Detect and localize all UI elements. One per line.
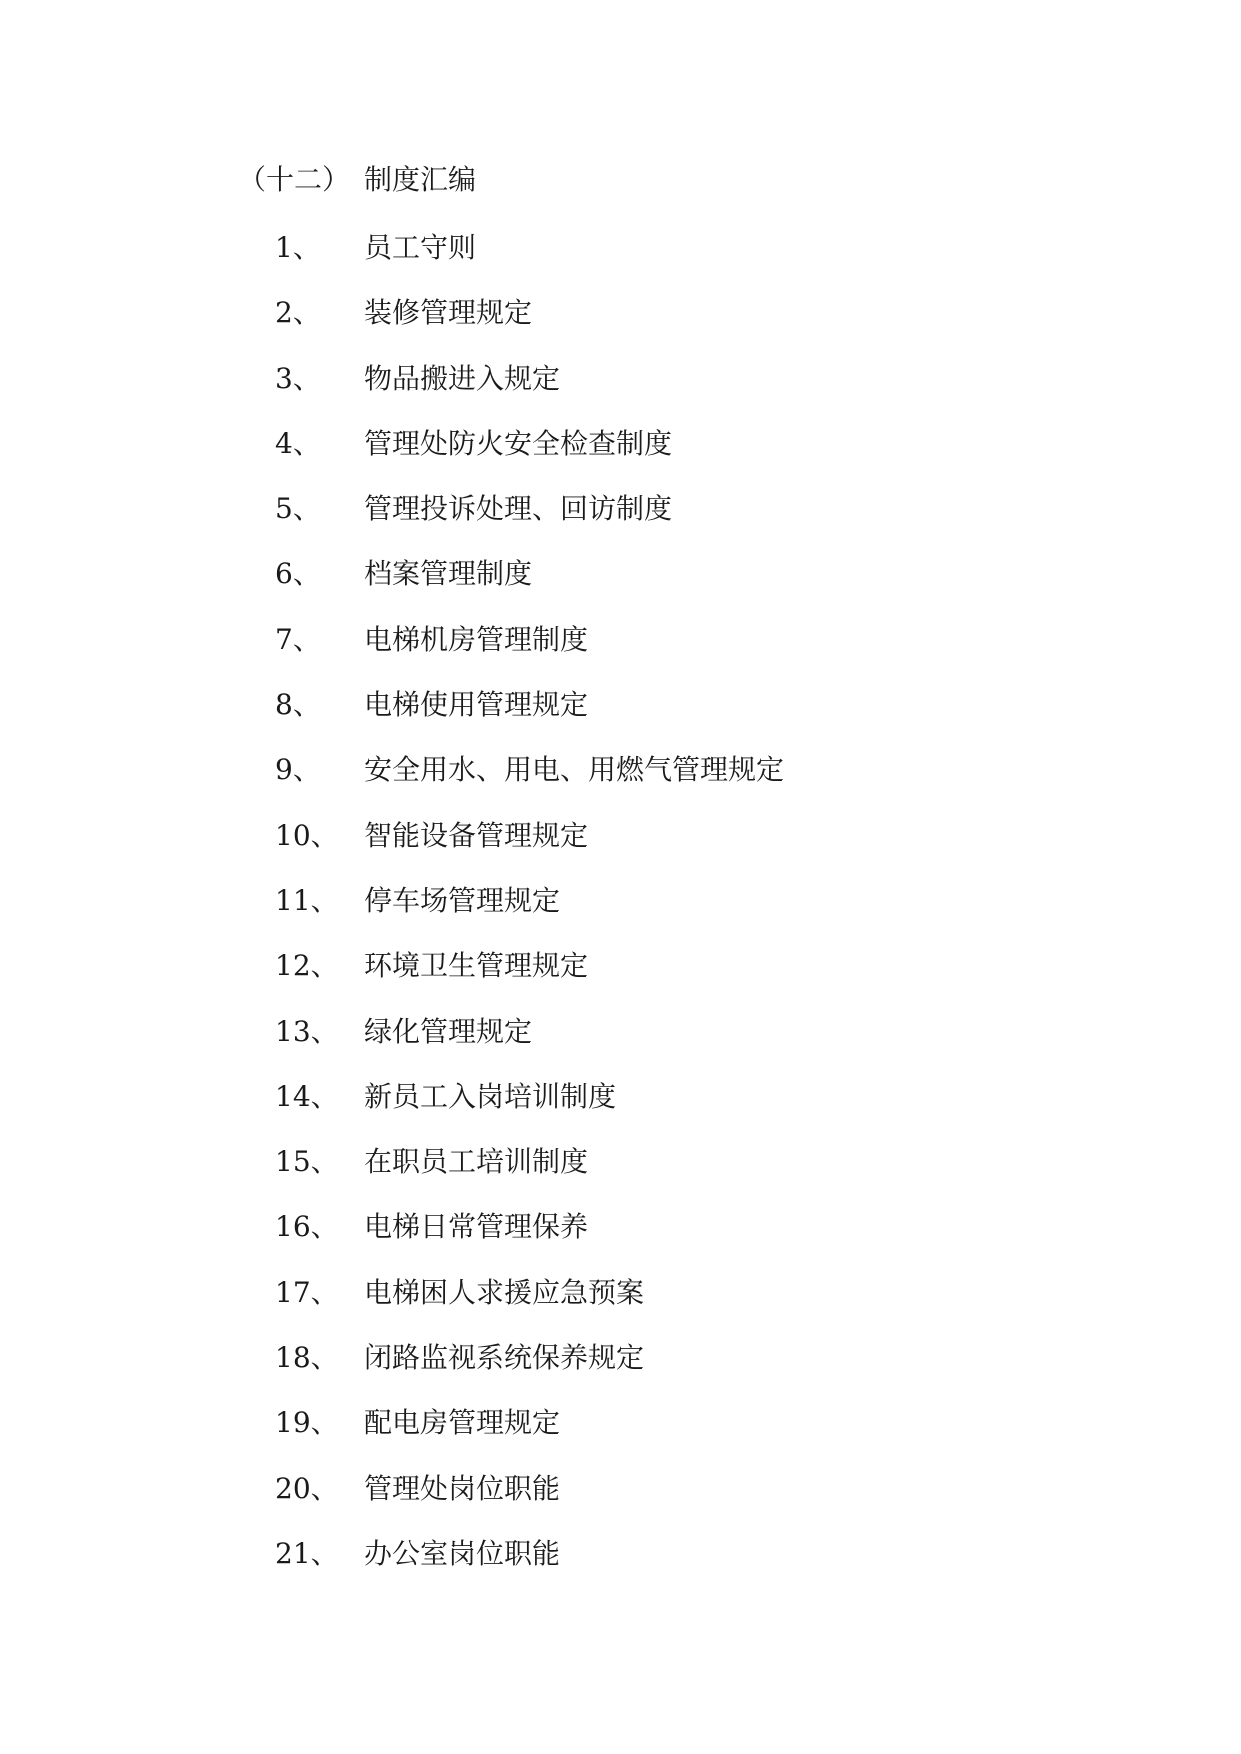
list-item	[275, 1338, 784, 1403]
item-text: 电梯使用管理规定	[364, 688, 589, 722]
item-number: 1、	[275, 231, 321, 264]
list-item	[275, 228, 784, 293]
section-number: （十二）	[238, 163, 351, 196]
item-text: 智能设备管理规定	[364, 818, 589, 852]
item-text: 管理投诉处理、回访制度	[364, 492, 673, 526]
item-text: 电梯机房管理制度	[364, 622, 589, 656]
item-text: 闭路监视系统保养规定	[364, 1341, 645, 1375]
list-item	[275, 1142, 784, 1207]
list-item	[275, 946, 784, 1011]
item-number: 3、	[275, 361, 321, 395]
item-number: 12、	[275, 949, 339, 983]
item-text: 环境卫生管理规定	[364, 949, 589, 983]
list-item	[275, 554, 784, 619]
section-title: 制度汇编	[364, 163, 477, 196]
item-text: 新员工入岗培训制度	[364, 1079, 617, 1113]
list-item	[275, 1207, 784, 1272]
list-item	[275, 881, 784, 946]
regulation-list	[275, 228, 784, 1599]
item-number: 4、	[275, 426, 321, 460]
item-text: 配电房管理规定	[364, 1406, 561, 1440]
list-item	[275, 489, 784, 554]
list-item	[275, 1534, 784, 1599]
list-item	[275, 816, 784, 881]
item-number: 21、	[275, 1536, 339, 1570]
item-text: 管理处岗位职能	[364, 1471, 561, 1505]
item-number: 7、	[275, 622, 321, 656]
list-item	[275, 359, 784, 424]
item-number: 11、	[275, 883, 339, 917]
item-number: 10、	[275, 818, 339, 852]
item-text: 电梯困人求援应急预案	[364, 1275, 645, 1309]
list-item	[275, 1077, 784, 1142]
item-number: 14、	[275, 1079, 339, 1113]
list-item	[275, 1403, 784, 1468]
item-text: 安全用水、用电、用燃气管理规定	[364, 753, 785, 787]
section-heading	[238, 160, 476, 200]
item-text: 绿化管理规定	[364, 1014, 533, 1048]
item-text: 在职员工培训制度	[364, 1145, 589, 1179]
item-number: 8、	[275, 688, 321, 722]
item-text: 办公室岗位职能	[364, 1536, 561, 1570]
list-item	[275, 1273, 784, 1338]
item-text: 物品搬进入规定	[364, 361, 561, 395]
item-number: 17、	[275, 1275, 339, 1309]
item-number: 19、	[275, 1406, 339, 1440]
item-text: 档案管理制度	[364, 557, 533, 591]
list-item	[275, 620, 784, 685]
list-item	[275, 1012, 784, 1077]
item-number: 9、	[275, 753, 321, 787]
item-text: 员工守则	[364, 231, 477, 264]
item-number: 16、	[275, 1210, 339, 1244]
list-item	[275, 424, 784, 489]
item-number: 2、	[275, 296, 321, 330]
item-number: 20、	[275, 1471, 339, 1505]
list-item	[275, 1469, 784, 1534]
list-item	[275, 293, 784, 358]
item-text: 停车场管理规定	[364, 883, 561, 917]
item-number: 6、	[275, 557, 321, 591]
item-text: 电梯日常管理保养	[364, 1210, 589, 1244]
list-item	[275, 685, 784, 750]
item-number: 13、	[275, 1014, 339, 1048]
item-number: 18、	[275, 1341, 339, 1375]
list-item	[275, 750, 784, 815]
item-text: 装修管理规定	[364, 296, 533, 330]
item-number: 5、	[275, 492, 321, 526]
item-number: 15、	[275, 1145, 339, 1179]
item-text: 管理处防火安全检查制度	[364, 426, 673, 460]
